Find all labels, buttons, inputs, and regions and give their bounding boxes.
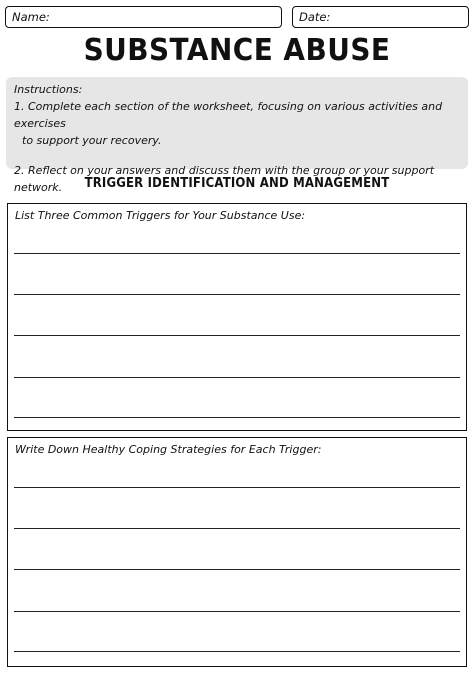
coping-strategies-prompt: Write Down Healthy Coping Strategies for Each Trigger: <box>15 443 322 456</box>
triggers-answer-line[interactable] <box>14 335 460 336</box>
triggers-answer-line[interactable] <box>14 377 460 378</box>
instruction-2: 2. Reflect on your answers and discuss them with the group or your support network. <box>14 164 435 194</box>
coping-answer-line[interactable] <box>14 528 460 529</box>
triggers-answer-line[interactable] <box>14 294 460 295</box>
triggers-answer-line[interactable] <box>14 253 460 254</box>
coping-answer-line[interactable] <box>14 569 460 570</box>
date-label: Date: <box>299 10 331 24</box>
instruction-1-continued: to support your recovery. <box>22 134 162 147</box>
coping-answer-line[interactable] <box>14 487 460 488</box>
section-heading: TRIGGER IDENTIFICATION AND MANAGEMENT <box>84 176 390 191</box>
triggers-prompt: List Three Common Triggers for Your Substance Use: <box>15 209 306 222</box>
page-title: SUBSTANCE ABUSE <box>83 33 391 68</box>
date-field[interactable] <box>292 6 469 28</box>
name-label: Name: <box>12 10 50 24</box>
coping-answer-line[interactable] <box>14 651 460 652</box>
instructions-heading: Instructions: <box>14 83 83 96</box>
name-field[interactable] <box>5 6 282 28</box>
triggers-answer-line[interactable] <box>14 417 460 418</box>
triggers-box <box>7 203 467 431</box>
coping-answer-line[interactable] <box>14 611 460 612</box>
coping-strategies-box <box>7 437 467 667</box>
instruction-1: 1. Complete each section of the worksheet, focusing on various activities and exercises <box>14 100 443 130</box>
